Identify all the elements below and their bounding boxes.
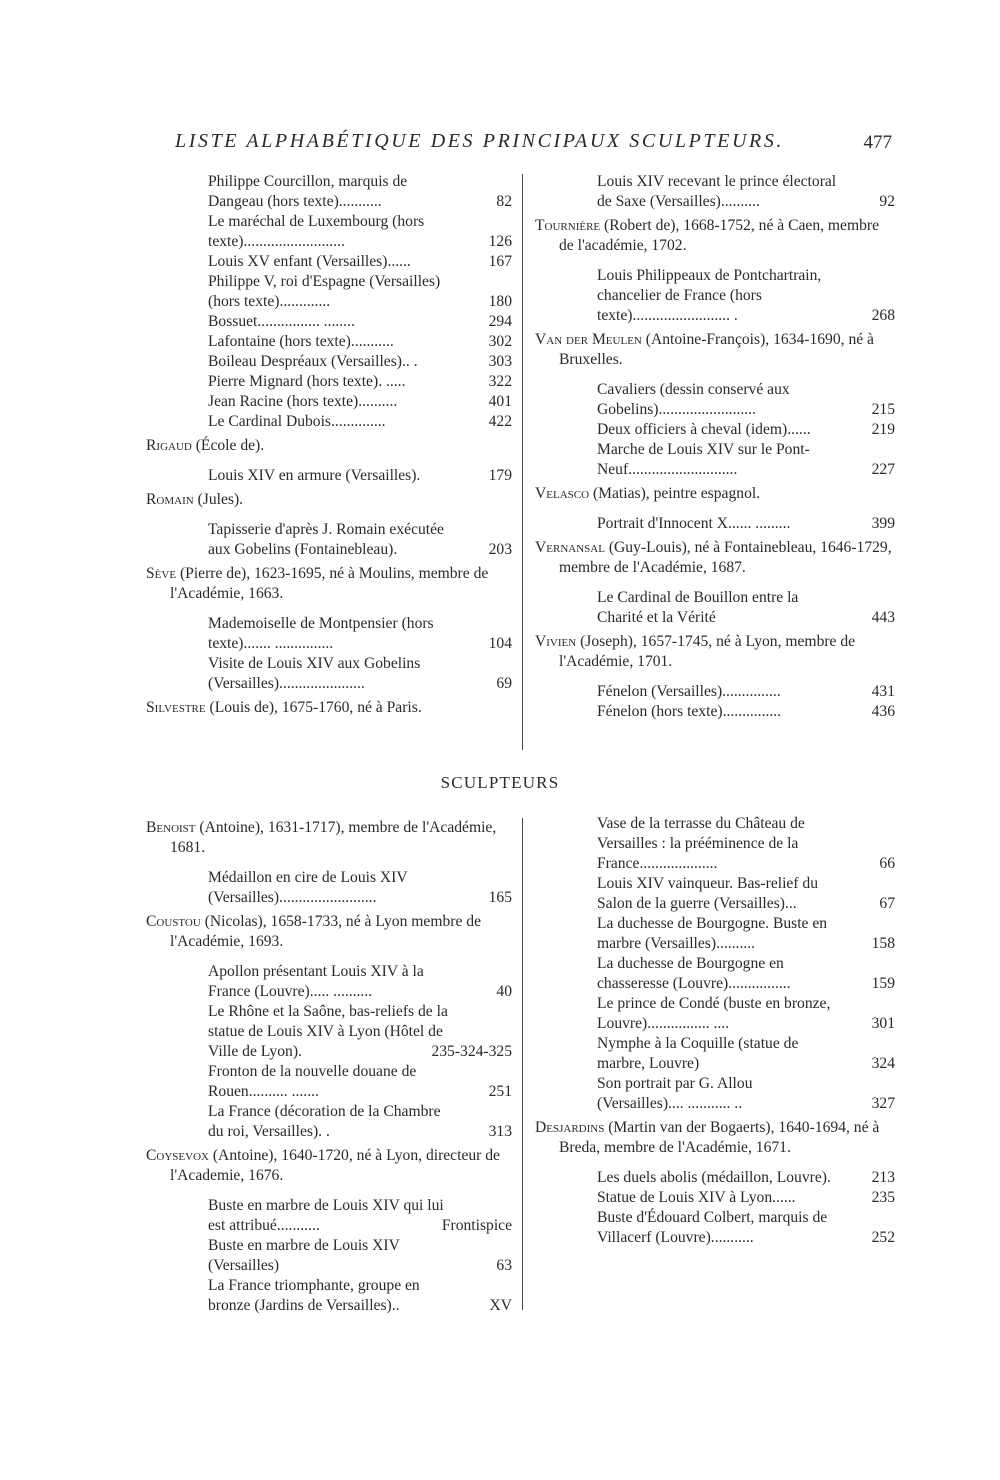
work-entry — [146, 962, 514, 1002]
work-title — [597, 1208, 839, 1248]
work-entry — [146, 1062, 514, 1102]
work-text: Médaillon en cire de Louis XIV (Versailles) — [208, 869, 408, 906]
work-entry — [535, 440, 897, 480]
work-title — [597, 814, 839, 874]
dot-leader: ........... — [276, 1217, 320, 1234]
work-entry — [146, 272, 514, 312]
page-reference: 215 — [871, 401, 895, 418]
dot-leader: .......................... — [243, 233, 345, 250]
work-entry — [535, 1074, 897, 1114]
dot-leader: ...... — [387, 253, 411, 270]
work-entry — [146, 332, 514, 352]
artist-details: (Pierre de), 1623-1695, né à Moulins, membre de l'Académie, 1663. — [170, 565, 489, 602]
work-entry — [535, 1208, 897, 1248]
work-entry — [535, 588, 897, 628]
column-divider-top — [522, 174, 523, 750]
artist-heading — [535, 216, 897, 256]
artist-details: (École de). — [191, 437, 265, 454]
work-entry — [146, 352, 514, 372]
dot-leader: ...................... — [279, 675, 365, 692]
dot-leader: ............................ — [628, 461, 738, 478]
work-text: Louis XIV vainqueur. Bas-relief du Salon de la guerre (Versailles) — [597, 875, 819, 912]
page-reference: 180 — [488, 293, 512, 310]
work-entry — [146, 520, 514, 560]
work-text: Marche de Louis XIV sur le Pont-Neuf — [597, 441, 810, 478]
work-text: Vase de la terrasse du Château de Versailles : la prééminence de la France — [597, 815, 805, 872]
work-title — [208, 352, 456, 372]
work-entry — [535, 266, 897, 326]
page-reference: 422 — [488, 413, 512, 430]
artist-details: (Louis de), 1675-1760, né à Paris. — [205, 699, 422, 716]
artist-details: (Antoine-François), 1634-1690, né à Bruxelles. — [559, 331, 874, 368]
work-title — [597, 702, 839, 722]
work-text: Buste en marbre de Louis XIV (Versailles) — [208, 1237, 400, 1274]
work-title — [597, 1168, 839, 1188]
work-title — [208, 372, 456, 392]
page-reference: 219 — [871, 421, 895, 438]
work-text: Boileau Despréaux (Versailles). — [208, 353, 406, 370]
artist-details: (Matias), peintre espagnol. — [589, 485, 761, 502]
dot-leader: ..... .......... — [309, 983, 373, 1000]
page-reference: 66 — [879, 855, 895, 872]
work-entry — [535, 994, 897, 1034]
work-entry — [146, 172, 514, 212]
dot-leader: .......... — [716, 935, 756, 952]
work-title — [208, 1002, 456, 1062]
artist-details: (Guy-Louis), né à Fontainebleau, 1646-1729, membre de l'Académie, 1687. — [559, 539, 892, 576]
work-entry — [146, 466, 514, 486]
page-reference: 268 — [871, 307, 895, 324]
work-entry — [535, 814, 897, 874]
artist-heading — [146, 1146, 514, 1186]
work-title — [597, 1034, 839, 1074]
artist-details: (Nicolas), 1658-1733, né à Lyon membre de l'Académie, 1693. — [170, 913, 482, 950]
work-text: Son portrait par G. Allou (Versailles) — [597, 1075, 753, 1112]
page-reference: 251 — [488, 1083, 512, 1100]
work-text: La duchesse de Bourgogne en chasseresse (Louvre) — [597, 955, 784, 992]
work-title — [208, 1276, 456, 1316]
work-entry — [146, 1002, 514, 1062]
work-title — [597, 1074, 839, 1114]
artist-details: (Antoine), 1631-1717), membre de l'Académie, 1681. — [170, 819, 497, 856]
dot-leader: ............... — [722, 703, 782, 720]
work-title — [208, 520, 456, 560]
work-entry — [146, 614, 514, 654]
work-title — [597, 514, 839, 534]
dot-leader: .... ........... .. — [668, 1095, 743, 1112]
work-title — [597, 440, 839, 480]
work-text: Fronton de la nouvelle douane de Rouen — [208, 1063, 417, 1100]
dot-leader: ................ ........ — [257, 313, 355, 330]
artist-name: Coysevox — [146, 1147, 209, 1164]
work-title — [597, 266, 839, 326]
work-text: Cavaliers (dessin conservé aux Gobelins) — [597, 381, 790, 418]
work-title — [208, 1196, 456, 1236]
artist-name: Romain — [146, 491, 194, 508]
page-reference: 126 — [488, 233, 512, 250]
page-reference: 301 — [871, 1015, 895, 1032]
work-text: Le Cardinal Dubois — [208, 413, 331, 430]
work-title — [208, 412, 456, 432]
column-divider-bottom — [522, 818, 523, 1310]
work-text: La France triomphante, groupe en bronze (Jardins de Versailles). — [208, 1277, 420, 1314]
artist-name: Tournière — [535, 217, 601, 234]
artist-heading — [535, 1118, 897, 1158]
work-title — [597, 420, 839, 440]
work-text: Nymphe à la Coquille (statue de marbre, Louvre) — [597, 1035, 799, 1072]
work-text: Lafontaine (hors texte) — [208, 333, 351, 350]
work-entry — [146, 1196, 514, 1236]
work-text: La France (décoration de la Chambre du roi, Versailles) — [208, 1103, 441, 1140]
artist-name: Rigaud — [146, 437, 192, 454]
work-entry — [535, 954, 897, 994]
dot-leader: . . — [405, 353, 418, 370]
page-reference: 294 — [488, 313, 512, 330]
work-entry — [146, 868, 514, 908]
work-text: Philippe Courcillon, marquis de Dangeau (hors texte) — [208, 173, 408, 210]
work-title — [597, 954, 839, 994]
page-reference: 431 — [871, 683, 895, 700]
section-title: SCULPTEURS — [440, 773, 560, 792]
work-text: Le prince de Condé (buste en bronze, Louvre) — [597, 995, 831, 1032]
artist-name: Silvestre — [146, 699, 206, 716]
work-entry — [535, 1034, 897, 1074]
artist-details: (Antoine), 1640-1720, né à Lyon, directeur de l'Academie, 1676. — [170, 1147, 500, 1184]
dot-leader: ... — [784, 895, 797, 912]
page-reference: 40 — [496, 983, 512, 1000]
dot-leader: ............. — [279, 293, 331, 310]
work-title — [208, 654, 456, 694]
work-entry — [535, 874, 897, 914]
work-title — [597, 172, 839, 212]
work-entry — [535, 380, 897, 420]
work-text: Tapisserie d'après J. Romain exécutée aux Gobelins (Fontainebleau). — [208, 521, 444, 558]
page-reference: 158 — [871, 935, 895, 952]
page-reference: XV — [489, 1297, 512, 1314]
work-title — [208, 172, 456, 212]
work-entry — [535, 914, 897, 954]
dot-leader: ........... — [338, 193, 382, 210]
dot-leader: .......... — [358, 393, 398, 410]
work-text: Jean Racine (hors texte) — [208, 393, 359, 410]
artist-name: Vernansal — [535, 539, 605, 556]
work-title — [208, 392, 456, 412]
dot-leader: . ..... — [378, 373, 406, 390]
page-reference: 322 — [488, 373, 512, 390]
page-reference: 313 — [488, 1123, 512, 1140]
page-reference: 443 — [871, 609, 895, 626]
work-text: Les duels abolis (médaillon, Louvre). — [597, 1169, 831, 1186]
work-text: Mademoiselle de Montpensier (hors texte) — [208, 615, 434, 652]
work-text: Statue de Louis XIV à Lyon — [597, 1189, 773, 1206]
dot-leader: ...... — [772, 1189, 796, 1206]
work-entry — [146, 372, 514, 392]
artist-details: (Joseph), 1657-1745, né à Lyon, membre de l'Académie, 1701. — [559, 633, 856, 670]
page-reference: 82 — [496, 193, 512, 210]
artist-heading — [146, 564, 514, 604]
dot-leader: ........... — [710, 1229, 754, 1246]
work-entry — [146, 654, 514, 694]
work-title — [208, 1102, 456, 1142]
work-text: Pierre Mignard (hors texte) — [208, 373, 379, 390]
artist-heading — [146, 436, 514, 456]
top-right-column — [535, 172, 897, 722]
work-title — [208, 272, 456, 312]
page-reference: 213 — [871, 1169, 895, 1186]
work-text: Le Rhône et la Saône, bas-reliefs de la statue de Louis XIV à Lyon (Hôtel de Ville de Lyon). — [208, 1003, 448, 1060]
page-reference: 235-324-325 — [431, 1043, 512, 1060]
work-text: Philippe V, roi d'Espagne (Versailles) (hors texte) — [208, 273, 441, 310]
work-title — [208, 252, 456, 272]
artist-name: Velasco — [535, 485, 590, 502]
dot-leader: .......... — [720, 193, 760, 210]
work-title — [597, 994, 839, 1034]
dot-leader: ...... ......... — [728, 515, 791, 532]
dot-leader: .......... ....... — [248, 1083, 319, 1100]
work-entry — [535, 1168, 897, 1188]
work-title — [208, 868, 456, 908]
page-number: 477 — [863, 132, 892, 153]
page-reference: Frontispice — [441, 1217, 512, 1234]
work-entry — [146, 312, 514, 332]
artist-heading — [535, 330, 897, 370]
work-text: Le maréchal de Luxembourg (hors texte) — [208, 213, 425, 250]
dot-leader: ............... — [722, 683, 781, 700]
work-title — [597, 1188, 839, 1208]
dot-leader: ................ — [728, 975, 791, 992]
page-reference: 324 — [871, 1055, 895, 1072]
page-reference: 302 — [488, 333, 512, 350]
work-title — [208, 962, 456, 1002]
artist-name: Vivien — [535, 633, 577, 650]
work-title — [208, 614, 456, 654]
artist-heading — [535, 538, 897, 578]
work-title — [208, 332, 456, 352]
work-entry — [146, 252, 514, 272]
page-reference: 179 — [488, 467, 512, 484]
work-title — [597, 588, 839, 628]
dot-leader: .................... — [639, 855, 718, 872]
page-reference: 436 — [871, 703, 895, 720]
dot-leader: ...... — [787, 421, 811, 438]
page-reference: 399 — [871, 515, 895, 532]
work-title — [208, 312, 456, 332]
work-text: Portrait d'Innocent X — [597, 515, 728, 532]
dot-leader: ......................... . — [632, 307, 738, 324]
page-reference: 252 — [871, 1229, 895, 1246]
work-text: La duchesse de Bourgogne. Buste en marbre (Versailles) — [597, 915, 828, 952]
work-entry — [146, 1236, 514, 1276]
artist-name: Benoist — [146, 819, 196, 836]
work-text: Fénelon (Versailles) — [597, 683, 723, 700]
work-title — [597, 874, 839, 914]
work-text: Louis XIV en armure (Versailles). — [208, 467, 421, 484]
page-reference: 67 — [879, 895, 895, 912]
dot-leader: .............. — [331, 413, 386, 430]
page-reference: 401 — [488, 393, 512, 410]
work-title — [597, 914, 839, 954]
page-reference: 69 — [496, 675, 512, 692]
artist-heading — [535, 632, 897, 672]
dot-leader: ......................... — [658, 401, 756, 418]
work-entry — [146, 212, 514, 252]
artist-heading — [146, 818, 514, 858]
work-title — [597, 380, 839, 420]
work-entry — [535, 1188, 897, 1208]
work-entry — [535, 702, 897, 722]
work-entry — [535, 420, 897, 440]
work-title — [597, 682, 839, 702]
page-reference: 104 — [488, 635, 512, 652]
work-entry — [535, 514, 897, 534]
work-text: Louis XIV recevant le prince électoral de Saxe (Versailles) — [597, 173, 837, 210]
work-entry — [146, 412, 514, 432]
work-entry — [146, 392, 514, 412]
page-reference: 159 — [871, 975, 895, 992]
work-title — [208, 1062, 456, 1102]
page-reference: 303 — [488, 353, 512, 370]
artist-heading — [535, 484, 897, 504]
dot-leader: ................ .... — [647, 1015, 730, 1032]
page-reference: 92 — [879, 193, 895, 210]
page-reference: 167 — [488, 253, 512, 270]
work-text: Buste en marbre de Louis XIV qui lui est attribué — [208, 1197, 444, 1234]
bottom-right-column — [535, 814, 897, 1248]
artist-heading — [146, 698, 514, 718]
artist-name: Desjardins — [535, 1119, 605, 1136]
artist-name: Van der Meulen — [535, 331, 642, 348]
work-text: Deux officiers à cheval (idem) — [597, 421, 788, 438]
artist-details: (Martin van der Bogaerts), 1640-1694, né à Breda, membre de l'Académie, 1671. — [559, 1119, 880, 1156]
top-left-column — [146, 172, 514, 728]
work-title — [208, 1236, 456, 1276]
work-entry — [535, 172, 897, 212]
artist-name: Coustou — [146, 913, 201, 930]
work-entry — [146, 1102, 514, 1142]
work-text: Visite de Louis XIV aux Gobelins (Versailles) — [208, 655, 421, 692]
page-reference: 63 — [496, 1257, 512, 1274]
dot-leader: ....... ............... — [243, 635, 334, 652]
work-text: Fénelon (hors texte) — [597, 703, 723, 720]
work-text: Apollon présentant Louis XIV à la France (Louvre) — [208, 963, 424, 1000]
dot-leader: . — [395, 1297, 400, 1314]
work-title — [208, 212, 456, 252]
page-reference: 227 — [871, 461, 895, 478]
work-text: Buste d'Édouard Colbert, marquis de Villacerf (Louvre) — [597, 1209, 828, 1246]
dot-leader: . . — [318, 1123, 330, 1140]
work-text: Louis Philippeaux de Pontchartrain, chancelier de France (hors texte) — [597, 267, 822, 324]
page-reference: 203 — [488, 541, 512, 558]
page-reference: 327 — [871, 1095, 895, 1112]
work-text: Le Cardinal de Bouillon entre la Charité et la Vérité — [597, 589, 799, 626]
work-entry — [535, 682, 897, 702]
page-reference: 165 — [488, 889, 512, 906]
work-text: Bossuet — [208, 313, 258, 330]
bottom-left-column — [146, 814, 514, 1316]
running-title: LISTE ALPHABÉTIQUE DES PRINCIPAUX SCULPTEURS. — [175, 130, 785, 152]
work-title — [208, 466, 456, 486]
dot-leader: ......................... — [279, 889, 377, 906]
work-entry — [146, 1276, 514, 1316]
dot-leader: ........... — [350, 333, 394, 350]
artist-heading — [146, 912, 514, 952]
artist-heading — [146, 490, 514, 510]
page-reference: 235 — [871, 1189, 895, 1206]
artist-details: (Jules). — [193, 491, 244, 508]
artist-name: Sève — [146, 565, 177, 582]
work-text: Louis XV enfant (Versailles) — [208, 253, 388, 270]
artist-details: (Robert de), 1668-1752, né à Caen, membre de l'académie, 1702. — [559, 217, 880, 254]
running-header — [140, 128, 900, 158]
